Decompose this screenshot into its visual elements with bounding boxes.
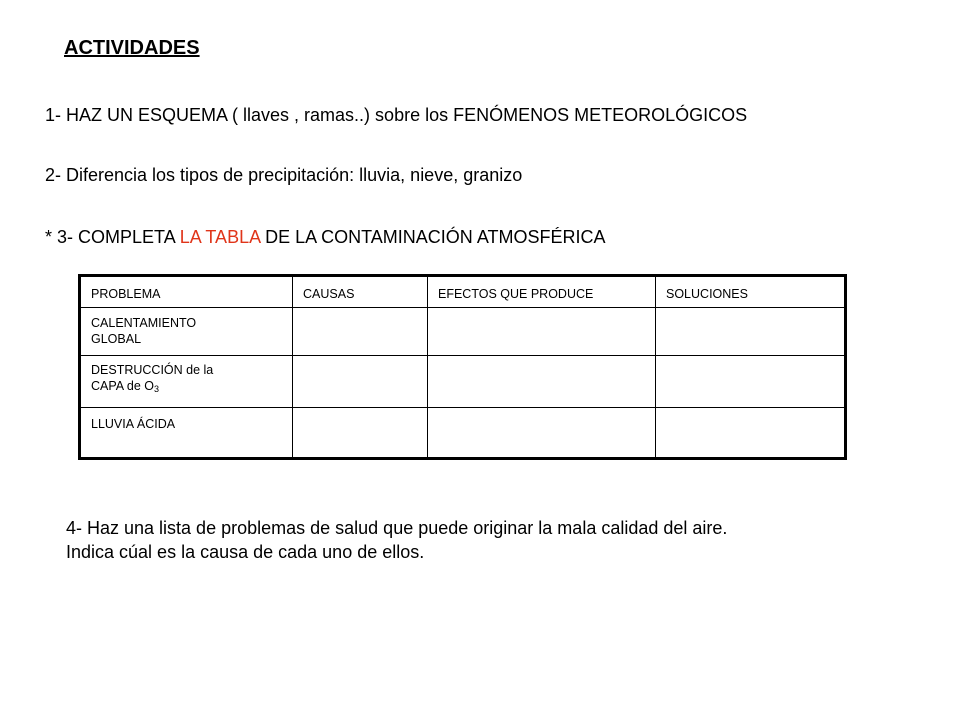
header-soluciones-label: SOLUCIONES [666,287,748,301]
problem-label-line1: LLUVIA ÁCIDA [91,417,176,431]
activity-3-prefix: * 3- COMPLETA [45,227,180,247]
activity-3-highlight: LA TABLA [179,227,261,247]
problem-label-line2: CAPA de O [91,379,154,393]
problem-label-line2: GLOBAL [91,332,142,346]
table-row [80,356,846,408]
causas-cell[interactable] [293,408,428,459]
header-causas-label: CAUSAS [303,287,355,301]
header-efectos [428,276,656,308]
efectos-cell[interactable] [428,356,656,408]
activity-3-suffix: DE LA CONTAMINACIÓN ATMOSFÉRICA [260,227,606,247]
efectos-cell[interactable] [428,308,656,356]
activity-3 [45,226,605,248]
soluciones-cell[interactable] [656,408,846,459]
problem-cell [80,408,293,459]
pollution-table [78,274,847,460]
problem-cell [80,308,293,356]
activity-4 [66,516,727,564]
activity-2: 2- Diferencia los tipos de precipitación: lluvia, nieve, granizo [45,165,523,185]
header-problema [80,276,293,308]
problem-label [81,308,292,347]
pollution-table-container [78,274,847,460]
activity-1: 1- HAZ UN ESQUEMA ( llaves , ramas..) sobre los FENÓMENOS METEOROLÓGICOS [45,105,748,125]
causas-cell[interactable] [293,308,428,356]
problem-label [81,356,292,394]
page-title: ACTIVIDADES [64,37,200,59]
header-problema-label: PROBLEMA [91,287,161,301]
efectos-cell[interactable] [428,408,656,459]
problem-label-line1: DESTRUCCIÓN de la [91,363,214,377]
table-row [80,308,846,356]
ozone-subscript: 3 [154,384,160,394]
soluciones-cell[interactable] [656,308,846,356]
soluciones-cell[interactable] [656,356,846,408]
problem-label-line1: CALENTAMIENTO [91,316,197,330]
problem-label [81,408,292,432]
header-efectos-label: EFECTOS QUE PRODUCE [438,287,594,301]
problem-cell [80,356,293,408]
activity-4-line1: 4- Haz una lista de problemas de salud que puede originar la mala calidad del aire. [66,518,728,538]
causas-cell[interactable] [293,356,428,408]
table-header-row [80,276,846,308]
activity-4-line2: Indica cúal es la causa de cada uno de ellos. [66,542,425,562]
header-soluciones [656,276,846,308]
header-causas [293,276,428,308]
table-row [80,408,846,459]
